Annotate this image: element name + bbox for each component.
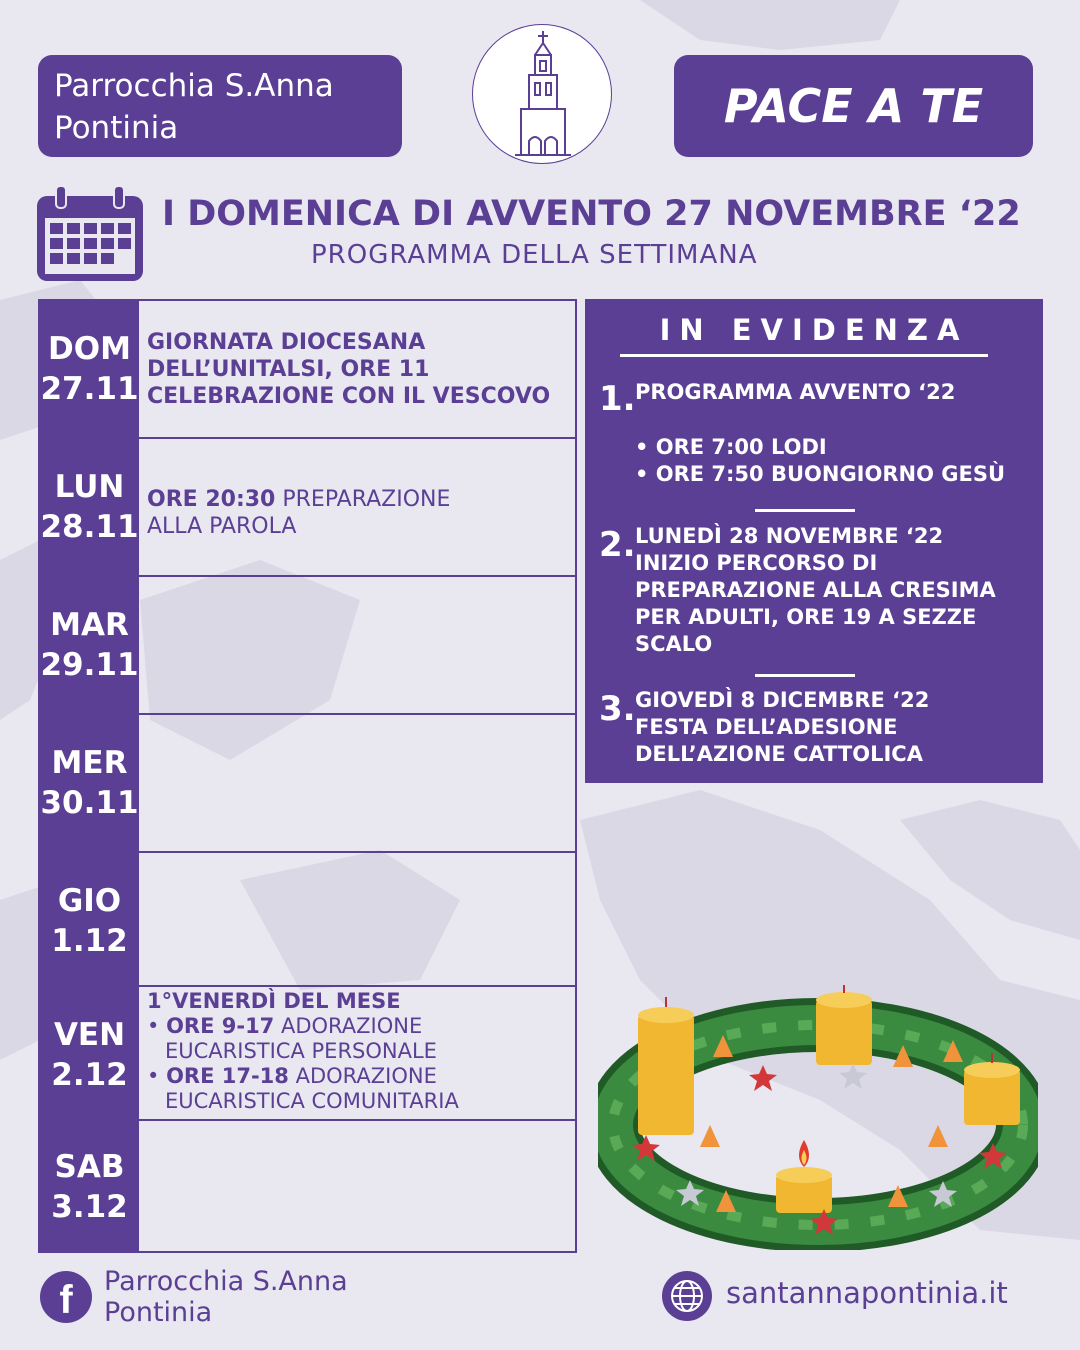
event-text: PREPARAZIONE [282,487,451,512]
schedule-row-ven: VEN 2.12 1°VENERDÌ DEL MESE • ORE 9-17 ADORAZIONE EUCARISTICA PERSONALE • ORE 17-18 ADORAZIONE EUCARISTICA COMUNITARIA [40,987,575,1121]
highlight-line: INIZIO PERCORSO DI [635,551,878,575]
highlights-title: IN EVIDENZA [659,313,969,347]
day-date: 1.12 [51,923,128,959]
weekly-schedule [38,299,577,1253]
day-name: DOM [48,331,131,367]
day-name: GIO [57,883,122,919]
facebook-link[interactable] [104,1266,348,1328]
day-date: 28.11 [40,509,139,545]
day-name: SAB [54,1149,125,1185]
day-name: MER [51,745,128,781]
motto-box [674,55,1033,157]
motto: PACE A TE [723,79,984,133]
schedule-row-gio [40,853,575,987]
highlight-bullet: ORE 7:50 BUONGIORNO GESÙ [655,462,1006,486]
schedule-row-lun [40,439,575,577]
day-date: 2.12 [51,1057,128,1093]
event-text: ADORAZIONE [295,1064,437,1088]
candle-front-lit [776,1140,832,1213]
parish-name: Parrocchia S.Anna [54,68,334,104]
parish-name-box [38,55,402,157]
highlight-line: PROGRAMMA AVVENTO ‘22 [635,380,956,404]
calendar-icon [36,186,144,282]
church-tower-icon [473,25,613,165]
day-date: 27.11 [40,371,139,407]
event-text: EUCARISTICA PERSONALE [165,1039,437,1063]
facebook-town: Pontinia [104,1297,213,1328]
schedule-row-sab [40,1121,575,1251]
schedule-row-dom [40,301,575,439]
highlight-line: PREPARAZIONE ALLA CRESIMA [635,578,996,602]
day-name: LUN [54,469,125,505]
highlight-line: GIOVEDÌ 8 DICEMBRE ‘22 [635,688,930,712]
event-time: ORE 17-18 [166,1064,289,1088]
highlight-line: SCALO [635,632,713,656]
divider [755,674,855,677]
item-number: 1. [599,379,636,419]
church-tower-logo [472,24,612,164]
schedule-row-mar [40,577,575,715]
candle-back-left [638,997,694,1135]
highlight-bullet: ORE 7:00 LODI [655,435,827,459]
event-heading: 1°VENERDÌ DEL MESE [147,989,401,1013]
facebook-name: Parrocchia S.Anna [104,1266,348,1297]
event-line: DELL’UNITALSI, ORE 11 [147,357,430,382]
page-subtitle: PROGRAMMA DELLA SETTIMANA [311,240,758,270]
divider [620,354,988,357]
event-line: CELEBRAZIONE CON IL VESCOVO [147,384,551,409]
highlight-line: PER ADULTI, ORE 19 A SEZZE [635,605,977,629]
schedule-row-mer [40,715,575,853]
event-text: ADORAZIONE [280,1014,423,1038]
day-date: 3.12 [51,1189,128,1225]
event-text: EUCARISTICA COMUNITARIA [165,1089,459,1113]
event-time: ORE 9-17 [166,1014,275,1038]
globe-icon[interactable] [662,1271,712,1321]
day-date: 29.11 [40,647,139,683]
day-name: VEN [53,1017,126,1053]
day-date: 30.11 [40,785,139,821]
candle-back-center [816,985,872,1065]
event-line: GIORNATA DIOCESANA [147,330,426,355]
highlights-box: IN EVIDENZA 1. PROGRAMMA AVVENTO ‘22 • ORE 7:00 LODI • ORE 7:50 BUONGIORNO GESÙ 2. LUNEDÌ 28 NOVEMBRE ‘22 INIZIO PERCORSO DI PREPARAZIONE ALLA CRESIMA PER ADULTI, ORE 19 A SEZZE SCALO 3. GIOVEDÌ 8 DICEMBRE ‘22 FESTA DELL’ADESIONE DELL’AZIONE CATTOLICA [585,299,1043,783]
highlight-line: DELL’AZIONE CATTOLICA [635,742,923,766]
parish-town: Pontinia [54,110,179,146]
event-time: ORE 20:30 [147,487,276,512]
day-name: MAR [50,607,129,643]
highlight-line: FESTA DELL’ADESIONE [635,715,898,739]
page-title: I DOMENICA DI AVVENTO 27 NOVEMBRE ‘22 [162,194,1021,234]
advent-wreath [598,985,1038,1250]
highlight-line: LUNEDÌ 28 NOVEMBRE ‘22 [635,524,944,548]
item-number: 2. [599,525,636,565]
event-text: ALLA PAROLA [147,514,297,539]
divider [755,509,855,512]
item-number: 3. [599,689,636,729]
facebook-icon[interactable]: f [40,1271,92,1323]
website-link[interactable]: santannapontinia.it [726,1276,1008,1310]
